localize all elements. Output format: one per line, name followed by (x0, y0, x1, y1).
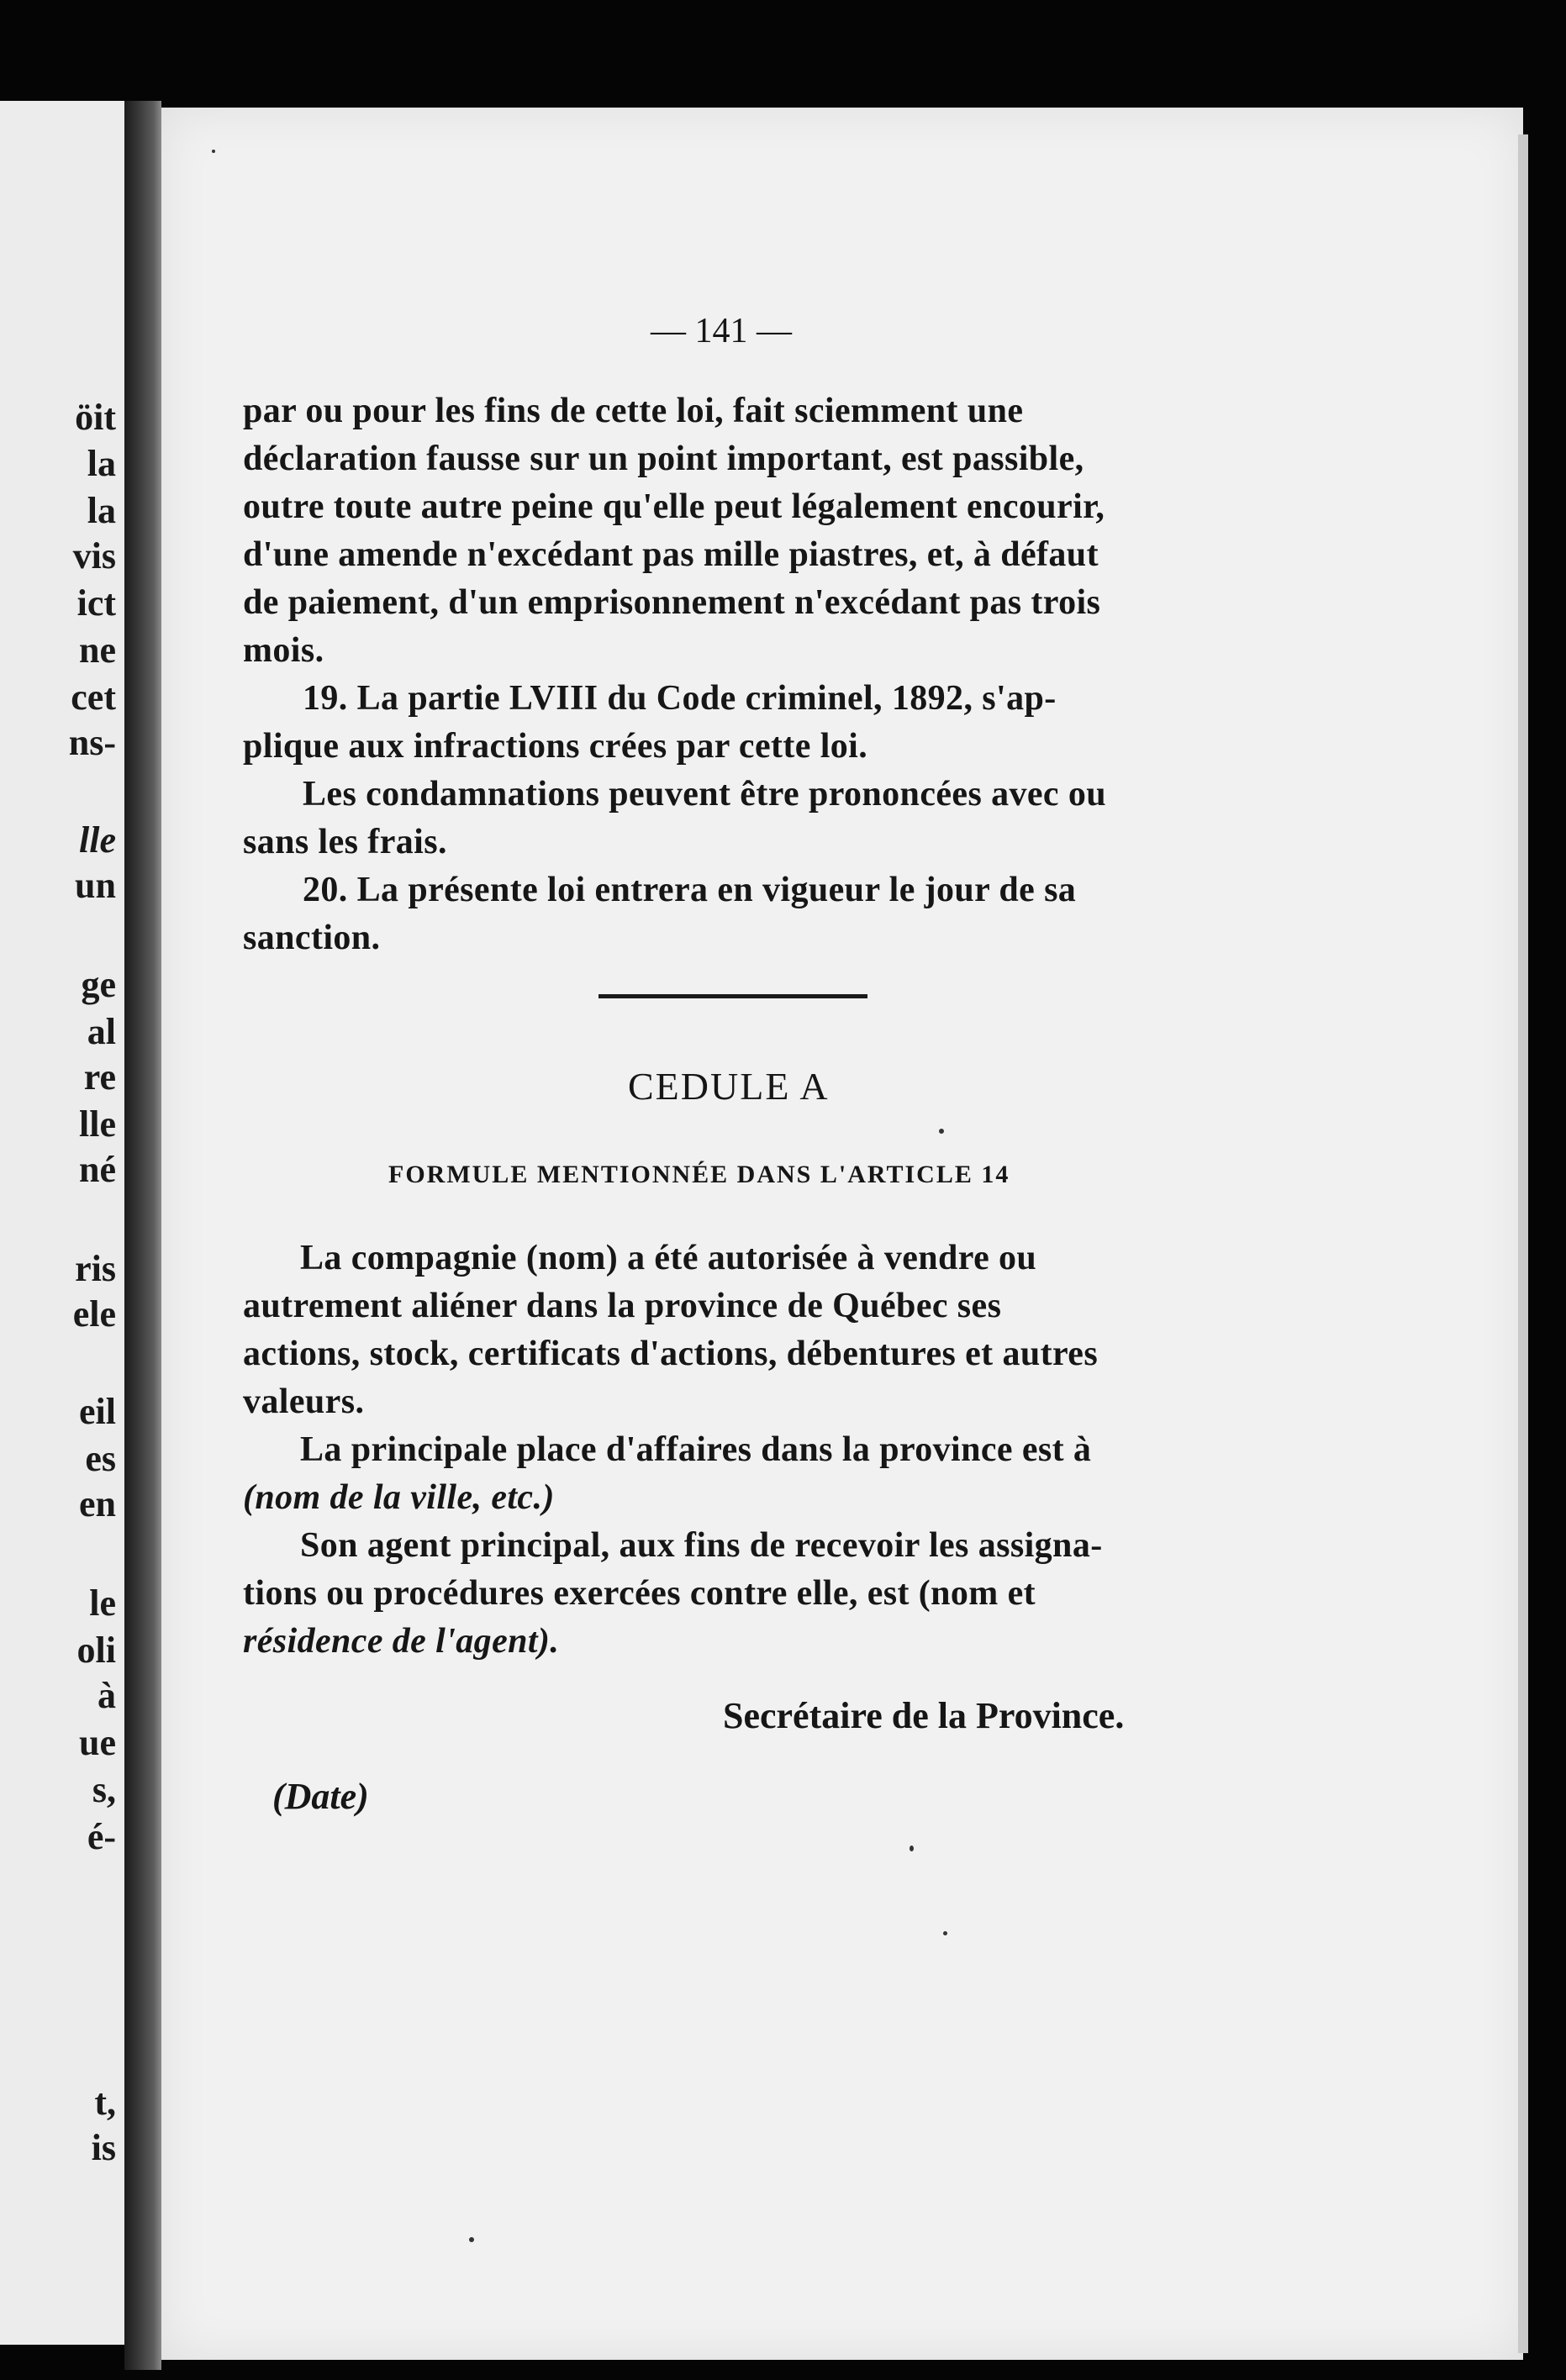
page-edge (1518, 134, 1528, 2353)
left-page-word: ge (81, 964, 116, 1005)
left-page-word: ris (75, 1248, 116, 1289)
body-line: déclaration fausse sur un point important, est passible, (243, 440, 1084, 478)
left-page-word: en (79, 1483, 116, 1524)
form-line: autrement aliéner dans la province de Québec ses (243, 1287, 1002, 1325)
body-line: par ou pour les fins de cette loi, fait sciemment une (243, 392, 1024, 430)
left-page-word: é- (87, 1816, 116, 1857)
speck (910, 1846, 914, 1851)
date-label: (Date) (272, 1776, 369, 1817)
left-page-word: le (89, 1582, 116, 1624)
form-line: La principale place d'affaires dans la province est à (300, 1430, 1092, 1469)
left-page-word: ne (79, 629, 116, 671)
left-page-word: ue (79, 1722, 116, 1763)
left-page-word: un (75, 865, 116, 906)
schedule-title: CEDULE A (628, 1065, 830, 1108)
left-page-word: à (98, 1675, 116, 1716)
form-caption: FORMULE MENTIONNÉE DANS L'ARTICLE 14 (388, 1161, 1010, 1188)
left-page-word: ict (76, 582, 116, 624)
speck (212, 150, 215, 153)
left-page-word: cet (71, 677, 116, 718)
left-page-word: eil (79, 1391, 116, 1432)
left-page-word: la (87, 443, 116, 484)
left-page-word: al (87, 1011, 116, 1052)
form-line: actions, stock, certificats d'actions, débentures et autres (243, 1335, 1099, 1373)
form-line: valeurs. (243, 1382, 365, 1421)
body-line: sans les frais. (243, 823, 447, 861)
left-page-word: né (79, 1149, 116, 1190)
speck (469, 2237, 474, 2242)
left-page-word: is (91, 2127, 116, 2168)
body-line: plique aux infractions crées par cette loi. (243, 727, 868, 766)
section-20-line: 20. La présente loi entrera en vigueur le jour de sa (303, 871, 1077, 909)
speck (943, 1931, 947, 1935)
left-page-word: es (85, 1438, 116, 1479)
body-line: outre toute autre peine qu'elle peut légalement encourir, (243, 487, 1105, 526)
section-19-line: 19. La partie LVIII du Code criminel, 1892, s'ap- (303, 679, 1057, 718)
body-line: mois. (243, 631, 324, 670)
body-line: de paiement, d'un emprisonnement n'excédant pas trois (243, 583, 1101, 622)
speck (939, 1129, 944, 1134)
form-line: tions ou procédures exercées contre elle, est (nom et (243, 1574, 1036, 1613)
form-line: résidence de l'agent). (243, 1622, 560, 1661)
section-divider (598, 994, 867, 998)
book-page (161, 108, 1523, 2360)
body-line: Les condamnations peuvent être prononcées avec ou (303, 775, 1107, 814)
left-page-word: vis (72, 535, 116, 577)
left-page-word: ele (72, 1293, 116, 1335)
left-page-word: re (83, 1056, 116, 1098)
left-page-word: ns- (68, 722, 116, 763)
left-page-word: oli (76, 1630, 116, 1671)
left-page-word: öit (75, 397, 116, 438)
form-line: Son agent principal, aux fins de recevoir les assigna- (300, 1526, 1103, 1565)
form-line: La compagnie (nom) a été autorisée à vendre ou (300, 1239, 1037, 1277)
body-line: sanction. (243, 919, 381, 957)
left-page-word: s, (92, 1769, 116, 1810)
left-page-fragment (0, 101, 124, 2345)
left-page-word: t, (94, 2082, 116, 2123)
page-number: — 141 — (651, 312, 792, 350)
form-line: (nom de la ville, etc.) (243, 1478, 555, 1517)
left-page-word: lle (79, 1103, 116, 1145)
left-page-word: la (87, 490, 116, 531)
left-page-word: lle (79, 819, 116, 861)
body-line: d'une amende n'excédant pas mille piastres, et, à défaut (243, 535, 1099, 574)
book-gutter (124, 101, 161, 2370)
signature-line: Secrétaire de la Province. (723, 1695, 1125, 1736)
